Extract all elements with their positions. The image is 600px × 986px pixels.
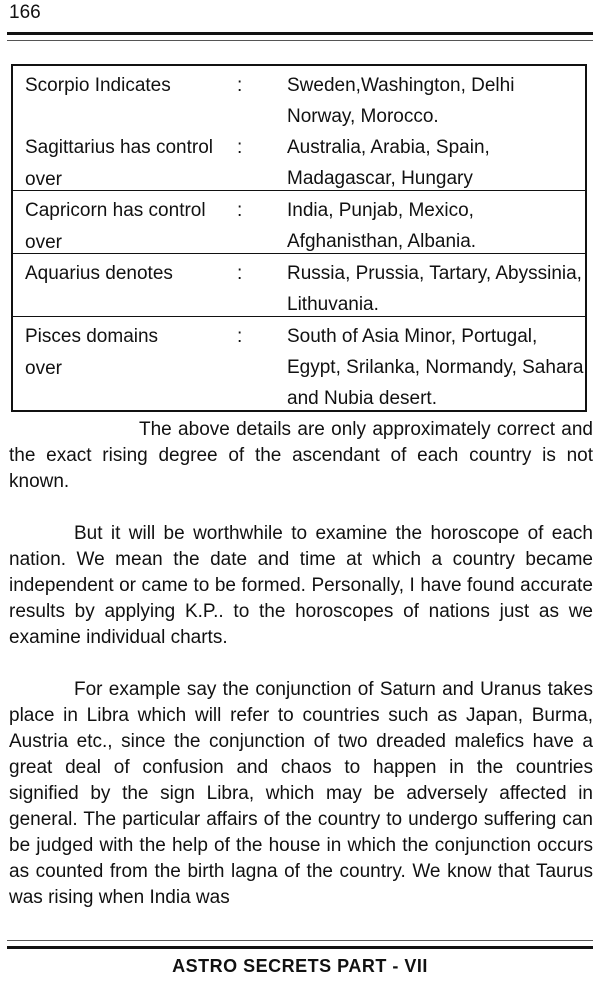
paragraph: The above details are only approximately correct and the exact rising degree of the ascendant of each country is not known. — [9, 419, 593, 492]
sign-cell: Scorpio Indicates — [25, 75, 171, 96]
table-row — [13, 191, 585, 253]
colon-separator: : — [237, 326, 243, 347]
colon-separator: : — [237, 75, 243, 96]
places-cell: India, Punjab, Mexico, Afghanisthan, Albania. — [287, 200, 477, 252]
paragraph: For example say the conjunction of Saturn and Uranus takes place in Libra which will refer to countries such as Japan, Burma, Austria etc., since the conjunction of two dreaded malefics have a great deal of confusion and chaos to happen in the countries signified by the sign Libra, which may be adversely affected in general. The particular affairs of the country to undergo suffering can be judged with the help of the house in which the conjunction occurs as counted from the birth lagna of the country. We know that Taurus was rising when India was — [9, 679, 593, 908]
paragraph: But it will be worthwhile to examine the horoscope of each nation. We mean the date and time at which a country became independent or came to be formed. Personally, I have found accurate results by applying K.P.. to the horoscopes of nations just as we examine individual charts. — [9, 523, 593, 648]
header-rule-thin — [7, 40, 593, 41]
table-row — [13, 254, 585, 316]
colon-separator: : — [237, 263, 243, 284]
footer-rule-thin — [7, 940, 593, 941]
header-rule-thick — [7, 32, 593, 35]
colon-separator: : — [237, 137, 243, 158]
table-row — [13, 317, 585, 412]
places-cell: Australia, Arabia, Spain, Madagascar, Hungary — [287, 137, 490, 189]
places-cell: South of Asia Minor, Portugal, Egypt, Srilanka, Normandy, Sahara and Nubia desert. — [287, 326, 584, 409]
sign-cell: Aquarius denotes — [25, 263, 173, 284]
table-row — [13, 128, 585, 190]
colon-separator: : — [237, 200, 243, 221]
footer-book-title: ASTRO SECRETS PART - VII — [172, 956, 428, 976]
footer-rule-thick — [7, 946, 593, 949]
sign-countries-table — [11, 64, 587, 412]
sign-cell: Capricorn has control over — [25, 200, 206, 253]
places-cell: Sweden,Washington, Delhi Norway, Morocco. — [287, 75, 515, 127]
sign-cell: Sagittarius has control over — [25, 137, 213, 190]
page-number: 166 — [9, 2, 41, 23]
sign-cell: Pisces domains over — [25, 326, 159, 379]
places-cell: Russia, Prussia, Tartary, Abyssinia, Lithuvania. — [287, 263, 582, 315]
